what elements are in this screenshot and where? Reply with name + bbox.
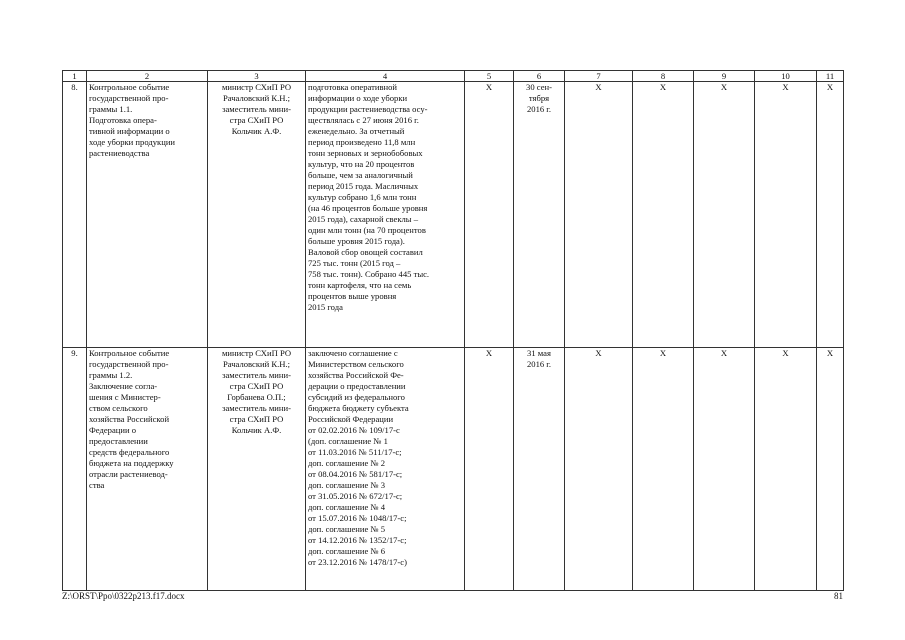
- event-description: Контрольное событие государственной про- граммы 1.1. Подготовка опера- тивной информации о ходе уборки продукции растениеводства: [87, 82, 208, 348]
- page-number: 81: [834, 591, 843, 601]
- completion-date: 31 мая 2016 г.: [514, 348, 565, 591]
- header-cell: 1: [63, 71, 87, 82]
- report-table: [62, 70, 844, 591]
- cell-col7: Х: [565, 348, 633, 591]
- cell-col5: Х: [465, 348, 514, 591]
- cell-col8: Х: [633, 348, 694, 591]
- cell-col8: Х: [633, 82, 694, 348]
- cell-col9: Х: [694, 348, 755, 591]
- result-description: подготовка оперативной информации о ходе уборки продукции растениеводства осу- ществлялась с 27 июня 2016 г. еженедельно. За отчетный период произведено 11,8 млн тонн зерновых и зернобобовых культур, что на 20 процентов больше, чем за аналогичный период 2015 года. Масличных культур собрано 1,6 млн тонн (на 46 процентов больше уровня 2015 года), сахарной свеклы – один млн тонн (на 70 процентов больше уровня 2015 года). Валовой сбор овощей составил 725 тыс. тонн (2015 год – 758 тыс. тонн). Собрано 445 тыс. тонн картофеля, что на семь процентов выше уровня 2015 года: [306, 82, 465, 348]
- cell-col7: Х: [565, 82, 633, 348]
- responsible-persons: министр СХиП РО Рачаловский К.Н.; заместитель мини- стра СХиП РО Горбанева О.П.; заместитель мини- стра СХиП РО Кольчик А.Ф.: [208, 348, 306, 591]
- row-number: 8.: [63, 82, 87, 348]
- header-cell: 9: [694, 71, 755, 82]
- event-description: Контрольное событие государственной про- граммы 1.2. Заключение согла- шения с Министер- ством сельского хозяйства Российской Федерации о предоставлении средств федерального бюджета на поддержку отрасли растениевод- ства: [87, 348, 208, 591]
- completion-date: 30 сен- тября 2016 г.: [514, 82, 565, 348]
- header-row: [63, 71, 844, 82]
- header-cell: 6: [514, 71, 565, 82]
- header-cell: 3: [208, 71, 306, 82]
- cell-col9: Х: [694, 82, 755, 348]
- responsible-persons: министр СХиП РО Рачаловский К.Н.; заместитель мини- стра СХиП РО Кольчик А.Ф.: [208, 82, 306, 348]
- cell-col5: Х: [465, 82, 514, 348]
- table-row: [63, 82, 844, 348]
- cell-col11: Х: [817, 348, 844, 591]
- header-cell: 10: [755, 71, 817, 82]
- footer-file-path: Z:\ORST\Ppo\0322p213.f17.docx: [62, 591, 185, 601]
- result-description: заключено соглашение с Министерством сельского хозяйства Российской Фе- дерации о предоставлении субсидий из федерального бюджета бюджету субъекта Российской Федерации от 02.02.2016 № 109/17-с (доп. соглашение № 1 от 11.03.2016 № 511/17-с; доп. соглашение № 2 от 08.04.2016 № 581/17-с; доп. соглашение № 3 от 31.05.2016 № 672/17-с; доп. соглашение № 4 от 15.07.2016 № 1048/17-с; доп. соглашение № 5 от 14.12.2016 № 1352/17-с; доп. соглашение № 6 от 23.12.2016 № 1478/17-с): [306, 348, 465, 591]
- cell-col10: Х: [755, 348, 817, 591]
- row-number: 9.: [63, 348, 87, 591]
- header-cell: 5: [465, 71, 514, 82]
- header-cell: 2: [87, 71, 208, 82]
- cell-col10: Х: [755, 82, 817, 348]
- table-row: [63, 348, 844, 591]
- header-cell: 7: [565, 71, 633, 82]
- cell-col11: Х: [817, 82, 844, 348]
- header-cell: 11: [817, 71, 844, 82]
- header-cell: 4: [306, 71, 465, 82]
- header-cell: 8: [633, 71, 694, 82]
